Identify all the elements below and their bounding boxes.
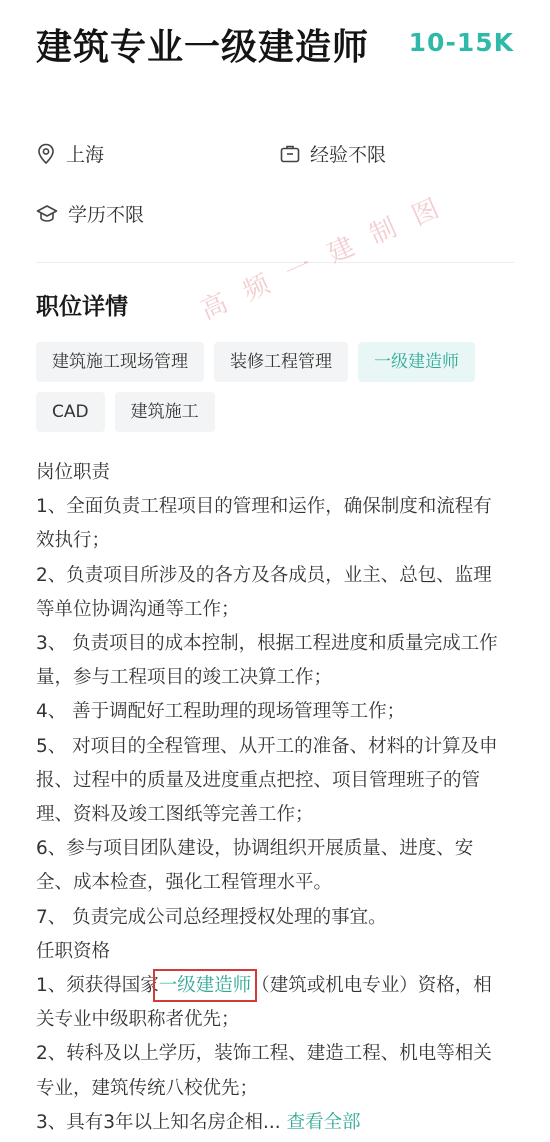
highlighted-keyword: 一级建造师 (158, 975, 252, 997)
duties-heading: 岗位职责 (36, 462, 111, 483)
education (36, 200, 144, 227)
skill-tags (36, 342, 516, 432)
section-title: 职位详情 (36, 294, 128, 320)
req1-suffix: （建筑或机电专业）资格，相关专业中级职称者优先； (36, 975, 492, 1031)
view-all-link[interactable]: 查看全部 (286, 1111, 361, 1133)
duty-item: 7、 负责完成公司总经理授权处理的事宜。 (36, 906, 387, 928)
tag[interactable]: CAD (36, 392, 105, 432)
job-title: 建筑专业一级建造师 (36, 27, 370, 68)
requirements-heading: 任职资格 (36, 940, 111, 962)
graduation-cap-icon (36, 204, 58, 224)
duty-item: 2、负责项目所涉及的各方及各成员，业主、总包、监理等单位协调沟通等工作； (36, 564, 492, 620)
watermark: 高 频 一 建 制 图 (196, 191, 450, 327)
requirement-item (36, 969, 506, 1037)
tag[interactable]: 装修工程管理 (214, 342, 348, 382)
duty-item: 3、 负责项目的成本控制，根据工程进度和质量完成工作量，参与工程项目的竣工决算工作； (36, 633, 498, 689)
job-description (36, 456, 506, 1140)
job-header (36, 22, 516, 74)
duty-item: 1、全面负责工程项目的管理和运作，确保制度和流程有效执行； (36, 496, 492, 552)
location-text: 上海 (66, 144, 105, 166)
location (36, 140, 104, 167)
tag[interactable]: 建筑施工现场管理 (36, 342, 204, 382)
location-pin-icon (36, 143, 56, 165)
briefcase-icon (280, 144, 300, 164)
salary: 10-15K (408, 28, 514, 57)
experience (280, 140, 386, 167)
duty-item: 6、参与项目团队建设，协调组织开展质量、进度、安全、成本检查，强化工程管理水平。 (36, 838, 474, 894)
requirement-item (36, 1106, 506, 1140)
req3-text: 3、具有3年以上知名房企相... (36, 1111, 281, 1133)
tag[interactable]: 建筑施工 (115, 392, 215, 432)
req1-prefix: 1、须获得国家 (36, 975, 159, 997)
duty-item: 5、 对项目的全程管理、从开工的准备、材料的计算及申报、过程中的质量及进度重点把控、项目管理班子的管理、资料及竣工图纸等完善工作； (36, 735, 498, 826)
tag-highlighted[interactable]: 一级建造师 (358, 342, 475, 382)
experience-text: 经验不限 (310, 144, 387, 166)
education-text: 学历不限 (68, 204, 145, 226)
duty-item: 4、 善于调配好工程助理的现场管理等工作； (36, 701, 406, 723)
requirement-item: 2、转科及以上学历，装饰工程、建造工程、机电等相关专业，建筑传统八校优先； (36, 1043, 492, 1099)
